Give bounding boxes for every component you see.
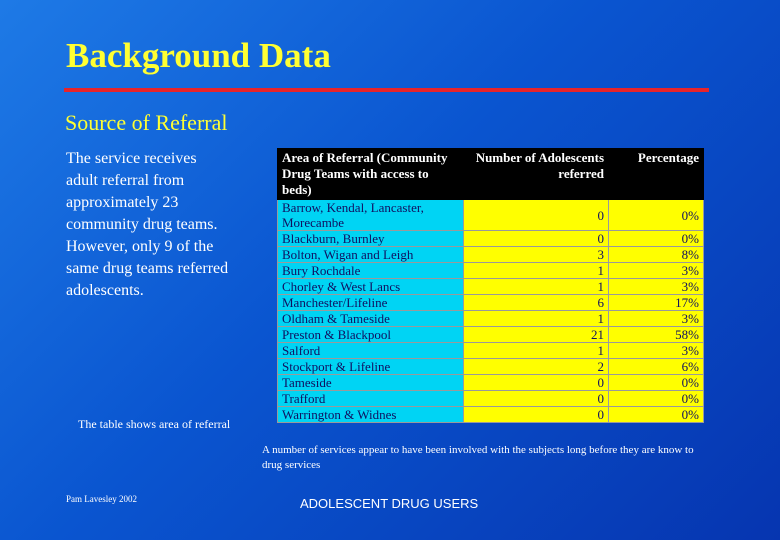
area-cell: Bury Rochdale bbox=[278, 263, 464, 279]
percentage-cell: 0% bbox=[609, 375, 704, 391]
percentage-cell: 8% bbox=[609, 247, 704, 263]
table-row bbox=[278, 200, 704, 231]
slide-title: Background Data bbox=[66, 36, 331, 75]
referral-table bbox=[277, 148, 704, 423]
column-header-number: Number of Adolescents referred bbox=[464, 149, 609, 200]
number-cell: 1 bbox=[464, 263, 609, 279]
table-row bbox=[278, 311, 704, 327]
percentage-cell: 6% bbox=[609, 359, 704, 375]
percentage-cell: 3% bbox=[609, 311, 704, 327]
number-cell: 21 bbox=[464, 327, 609, 343]
number-cell: 1 bbox=[464, 311, 609, 327]
table-body bbox=[278, 200, 704, 423]
area-cell: Blackburn, Burnley bbox=[278, 231, 464, 247]
area-cell: Warrington & Widnes bbox=[278, 407, 464, 423]
number-cell: 0 bbox=[464, 231, 609, 247]
number-cell: 1 bbox=[464, 279, 609, 295]
percentage-cell: 0% bbox=[609, 200, 704, 231]
table-row bbox=[278, 391, 704, 407]
table-row bbox=[278, 279, 704, 295]
percentage-cell: 0% bbox=[609, 391, 704, 407]
table-row bbox=[278, 407, 704, 423]
column-header-area: Area of Referral (Community Drug Teams with access to beds) bbox=[278, 149, 464, 200]
column-header-percentage: Percentage bbox=[609, 149, 704, 200]
services-note: A number of services appear to have been involved with the subjects long before they are know to drug services bbox=[262, 444, 694, 471]
table-row bbox=[278, 231, 704, 247]
table-row bbox=[278, 359, 704, 375]
percentage-cell: 58% bbox=[609, 327, 704, 343]
title-divider bbox=[64, 88, 709, 92]
percentage-cell: 3% bbox=[609, 263, 704, 279]
percentage-cell: 17% bbox=[609, 295, 704, 311]
body-paragraph: The service receives adult referral from approximately 23 community drug teams. However, only 9 of the same drug teams referred adolescents. bbox=[66, 150, 229, 299]
slide-footer: ADOLESCENT DRUG USERS bbox=[300, 496, 479, 511]
area-cell: Bolton, Wigan and Leigh bbox=[278, 247, 464, 263]
number-cell: 0 bbox=[464, 200, 609, 231]
table-row bbox=[278, 375, 704, 391]
number-cell: 0 bbox=[464, 375, 609, 391]
table-row bbox=[278, 343, 704, 359]
area-cell: Stockport & Lifeline bbox=[278, 359, 464, 375]
area-cell: Barrow, Kendal, Lancaster, Morecambe bbox=[278, 200, 464, 231]
number-cell: 0 bbox=[464, 407, 609, 423]
number-cell: 1 bbox=[464, 343, 609, 359]
percentage-cell: 0% bbox=[609, 407, 704, 423]
author-footer: Pam Lavesley 2002 bbox=[66, 494, 137, 504]
area-cell: Manchester/Lifeline bbox=[278, 295, 464, 311]
area-cell: Chorley & West Lancs bbox=[278, 279, 464, 295]
number-cell: 2 bbox=[464, 359, 609, 375]
table-row bbox=[278, 263, 704, 279]
table-row bbox=[278, 295, 704, 311]
area-cell: Oldham & Tameside bbox=[278, 311, 464, 327]
area-cell: Trafford bbox=[278, 391, 464, 407]
percentage-cell: 0% bbox=[609, 231, 704, 247]
number-cell: 3 bbox=[464, 247, 609, 263]
table-header-row bbox=[278, 149, 704, 200]
table-caption: The table shows area of referral bbox=[78, 417, 231, 431]
table-row bbox=[278, 327, 704, 343]
area-cell: Preston & Blackpool bbox=[278, 327, 464, 343]
percentage-cell: 3% bbox=[609, 343, 704, 359]
percentage-cell: 3% bbox=[609, 279, 704, 295]
number-cell: 6 bbox=[464, 295, 609, 311]
number-cell: 0 bbox=[464, 391, 609, 407]
area-cell: Salford bbox=[278, 343, 464, 359]
slide-subtitle: Source of Referral bbox=[65, 110, 228, 135]
table-row bbox=[278, 247, 704, 263]
area-cell: Tameside bbox=[278, 375, 464, 391]
